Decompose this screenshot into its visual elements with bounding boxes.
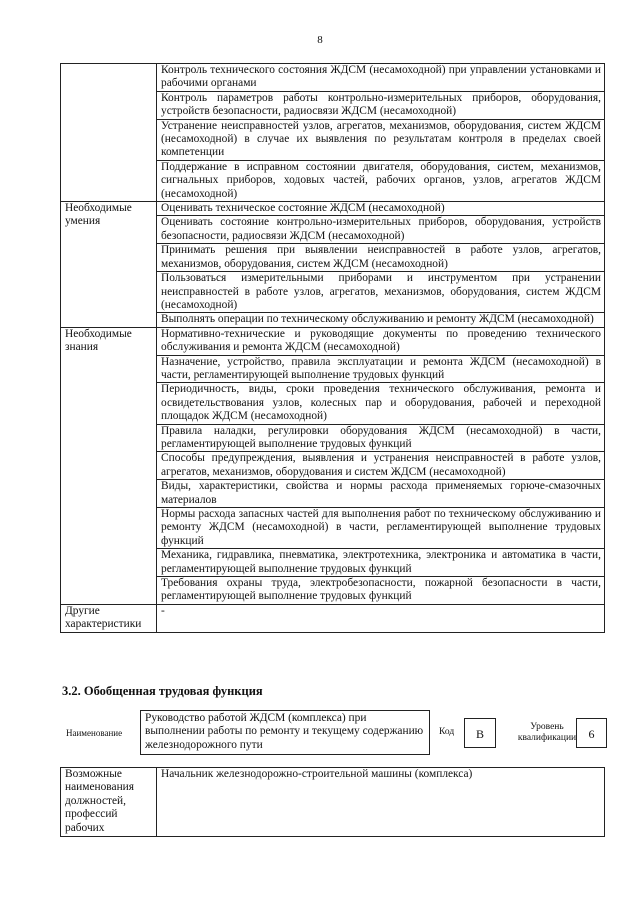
table-row bbox=[61, 768, 605, 837]
code-value: В bbox=[464, 718, 496, 748]
table-cell: Поддержание в исправном состоянии двигателя, оборудования, систем, механизмов, сигнальных приборов, ходовых частей, рабочих органов, узлов, агрегатов ЖДСМ (несамоходной) bbox=[157, 160, 605, 201]
table-row bbox=[61, 64, 605, 92]
table-cell: Виды, характеристики, свойства и нормы расхода применяемых горюче-смазочных материалов bbox=[157, 480, 605, 508]
row-group-label: Необходимые умения bbox=[61, 202, 157, 328]
table-cell: Принимать решения при выявлении неисправностей в работе узлов, агрегатов, механизмов, оборудования, систем ЖДСМ (несамоходной) bbox=[157, 244, 605, 272]
row-group-label: Другие характеристики bbox=[61, 604, 157, 632]
code-label: Код bbox=[439, 727, 455, 737]
table-cell: Механика, гидравлика, пневматика, электротехника, электроника и автоматика в части, регламентирующей выполнение трудовых функций bbox=[157, 549, 605, 577]
table-cell: Способы предупреждения, выявления и устранения неисправностей в работе узлов, агрегатов, механизмов, оборудования и систем ЖДСМ (несамоходной) bbox=[157, 452, 605, 480]
page-number: 8 bbox=[317, 34, 323, 46]
table-cell: Контроль параметров работы контрольно-измерительных приборов, оборудования, устройств безопасности, радиосвязи ЖДСМ (несамоходной) bbox=[157, 91, 605, 119]
table-cell: Нормативно-технические и руководящие документы по проведению технического обслуживания и ремонта ЖДСМ (несамоходной) bbox=[157, 327, 605, 355]
table-cell: Устранение неисправностей узлов, агрегатов, механизмов, оборудования, систем ЖДСМ (несамоходной) в случае их выявления по результатам контроля в пределах своей компетенции bbox=[157, 119, 605, 160]
table-cell: Пользоваться измерительными приборами и инструментом при устранении неисправностей в работе узлов, агрегатов, механизмов, оборудования, систем ЖДСМ (несамоходной) bbox=[157, 272, 605, 313]
job-titles-value: Начальник железнодорожно-строительной машины (комплекса) bbox=[157, 768, 605, 837]
table-cell: - bbox=[157, 604, 605, 632]
table-cell: Оценивать техническое состояние ЖДСМ (несамоходной) bbox=[157, 202, 605, 216]
name-value: Руководство работой ЖДСМ (комплекса) при выполнении работы по ремонту и текущему содержанию железнодорожного пути bbox=[140, 710, 430, 755]
table-cell: Выполнять операции по техническому обслуживанию и ремонту ЖДСМ (несамоходной) bbox=[157, 313, 605, 327]
row-group-label: Необходимые знания bbox=[61, 327, 157, 604]
table-cell: Контроль технического состояния ЖДСМ (несамоходной) при управлении установками и рабочими органами bbox=[157, 64, 605, 92]
table-cell: Правила наладки, регулировки оборудования ЖДСМ (несамоходной) в части, регламентирующей выполнение трудовых функций bbox=[157, 424, 605, 452]
function-name-row bbox=[62, 710, 607, 757]
job-titles-table bbox=[60, 767, 605, 837]
skills-table bbox=[60, 63, 605, 633]
job-titles-label: Возможные наименования должностей, профессий рабочих bbox=[61, 768, 157, 837]
table-row bbox=[61, 604, 605, 632]
table-cell: Назначение, устройство, правила эксплуатации и ремонта ЖДСМ (несамоходной) в части, регламентирующей выполнение трудовых функций bbox=[157, 355, 605, 383]
level-label: Уровень квалификации bbox=[517, 722, 577, 743]
table-row bbox=[61, 327, 605, 355]
table-cell: Нормы расхода запасных частей для выполнения работ по техническому обслуживанию и ремонту ЖДСМ (несамоходной) в части, регламентирующей выполнение трудовых функций bbox=[157, 508, 605, 549]
name-label: Наименование bbox=[66, 728, 123, 738]
table-cell: Требования охраны труда, электробезопасности, пожарной безопасности в части, регламентирующей выполнение трудовых функций bbox=[157, 577, 605, 605]
table-cell: Периодичность, виды, сроки проведения технического обслуживания, ремонта и освидетельствования узлов, колесных пар и оборудования, рабочей и переходной площадок ЖДСМ (несамоходной) bbox=[157, 383, 605, 424]
table-row bbox=[61, 202, 605, 216]
table-cell: Оценивать состояние контрольно-измерительных приборов, оборудования, устройств безопасности, радиосвязи ЖДСМ (несамоходной) bbox=[157, 216, 605, 244]
level-value: 6 bbox=[576, 718, 607, 748]
section-heading: 3.2. Обобщенная трудовая функция bbox=[62, 684, 263, 698]
row-group-label bbox=[61, 64, 157, 202]
